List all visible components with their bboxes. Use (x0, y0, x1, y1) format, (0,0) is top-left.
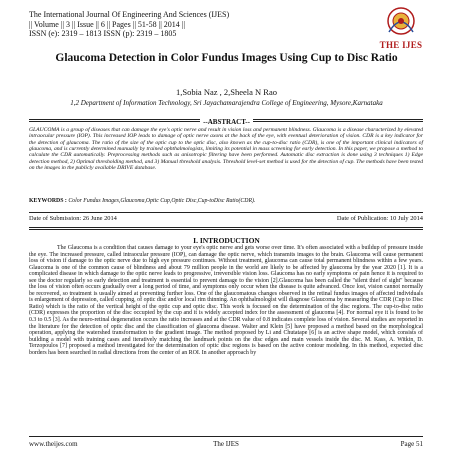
footer-rule (29, 436, 423, 437)
keywords-label: KEYWORDS : (29, 198, 67, 204)
journal-name: The International Journal Of Engineering And Sciences (IJES) (29, 10, 230, 19)
footer-journal: The IJES (213, 440, 239, 448)
journal-issn: ISSN (e): 2319 – 1813 ISSN (p): 2319 – 1805 (29, 29, 177, 38)
journal-volume-info: || Volume || 3 || Issue || 6 || Pages || 51-58 || 2014 || (29, 19, 185, 29)
introduction-paragraph: The Glaucoma is a condition that causes damage to your eye's optic nerve and gets worse over time. It's often associated with a buildup of pressure inside the eye. The increased pressure, called intraocular pressure (IOP), can damage the optic nerve, which transmits images to the brain. Glaucoma will cause permanent loss of vision if damage to the optic nerve due to high eye pressure continues. Without treatment, glaucoma can cause total permanent blindness within a few years. Glaucoma is one of the common cause of blindness and about 79 million people in the world are likely to be affected by glaucoma by the year 2020 [1]. It is a complicated disease in which damage to the optic nerve leads to progressive, irreversible vision loss. Glaucoma has no early symptoms or pain hence it is required to see the doctor regularly so early detection and treatment is essential to prevent damage to the vision [2].Glaucoma has been called the "silent thief of sight" because the loss of vision often occurs gradually over a long period of time, and symptoms only occur when the disease is quite advanced. Once lost, vision cannot normally be recovered, so treatment is usually aimed at preventing further loss. One of the glaucomatous changes observed in the retinal fundus images of affected individuals is enlargement of depression, called cupping, of optic disc and/or local rim thinning. An ophthalmologist will diagnose Glaucoma by measuring the CDR (Cup to Disc Ratio) which is the ratio of the vertical height of the optic cup and optic disc. This work is focused on the determination of the disc regions. The cup-to-disc ratio (CDR) expresses the proportion of the disc occupied by the cup and it is widely accepted index for the assessment of glaucoma [4]. For normal eye it is found to be 0.3 to 0.5 [3]. As the neuro-retinal degeneration occurs the ratio increases and at the CDR value of 0.8 indicates complete loss of vision. Several studies are reported in the literature for the detection of optic disc and the classification of glaucoma disease. Walter and Klein [5] have proposed a method based on the morphological operation, applying the watershed transformation to the gradient image. The method proposed by Li and Chutatape [6] is an active shape model, which consists of building a model with training cases and iteratively matching the landmark points on the disc edges and main vessels inside the disc. M. Kass, A. Witkin, D. Terzopoulos [7] proposed a method investigated for the determination of optic disc regions is based on the active contour modeling. In this method, expected disc borders has been searched in radial directions from the center of an ROI. In another approach by (29, 245, 423, 356)
logo-text: THE IJES (379, 40, 423, 50)
paper-affiliation: 1,2 Department of Information Technology, Sri Jayachamarajendra College of Engineering, Mysore,Karnataka (70, 99, 383, 107)
journal-header (29, 10, 229, 39)
date-publication: Date of Publication: 10 July 2014 (336, 215, 423, 222)
keywords (29, 198, 423, 205)
paper-title: Glaucoma Detection in Color Fundus Images Using Cup to Disc Ratio (55, 52, 398, 64)
introduction-text (29, 245, 423, 356)
footer-page-number: Page 51 (400, 440, 423, 448)
abstract-text: GLAUCOMA is a group of diseases that can damage the eye's optic nerve and result in vision loss and permanent blindness. Glaucoma is a disease characterized by elevated intraocular pressure (IOP). This increased IOP leads to damage of optic nerve axons at the back of the eye, with eventual deterioration of vision. CDR is a key indicator for the detection of glaucoma. The ratio of the size of the optic cup to the optic disc, also known as the cup-to-disc ratio (CDR), is one of the important clinical indicators of glaucoma, and is currently determined manually by trained ophthalmologists, limiting its potential in mass screening for early detection. In this paper, we propose a method to calculate the CDR automatically. Preprocessing methods such as anisotropic filtering have been performed. Automatic disc extraction is done using 3 techniques 1) Edge detection method, 2) Optimal thresholding method, and 3) Manual threshold analysis. Threshold level-set method is used for the detection of cup. The methods have been tested on the images in the publicly available DRIVE database. (29, 127, 423, 172)
footer-website: www.theijes.com (29, 440, 78, 448)
paper-authors: 1,Sobia Naz , 2,Sheela N Rao (175, 87, 278, 97)
abstract-heading: --ABSTRACT-- (0, 118, 453, 126)
logo-emblem-icon (376, 6, 426, 40)
date-submission: Date of Submission: 26 June 2014 (29, 215, 117, 222)
dates-rule-top (29, 212, 423, 213)
section-heading: I. INTRODUCTION (193, 236, 260, 245)
keywords-list: Color Fundus Images,Glaucoma,Optic Cup,Optic Disc,Cup-toDisc Ratio(CDR). (68, 198, 256, 204)
journal-logo (376, 6, 426, 50)
dates-rule-bottom (29, 227, 423, 230)
